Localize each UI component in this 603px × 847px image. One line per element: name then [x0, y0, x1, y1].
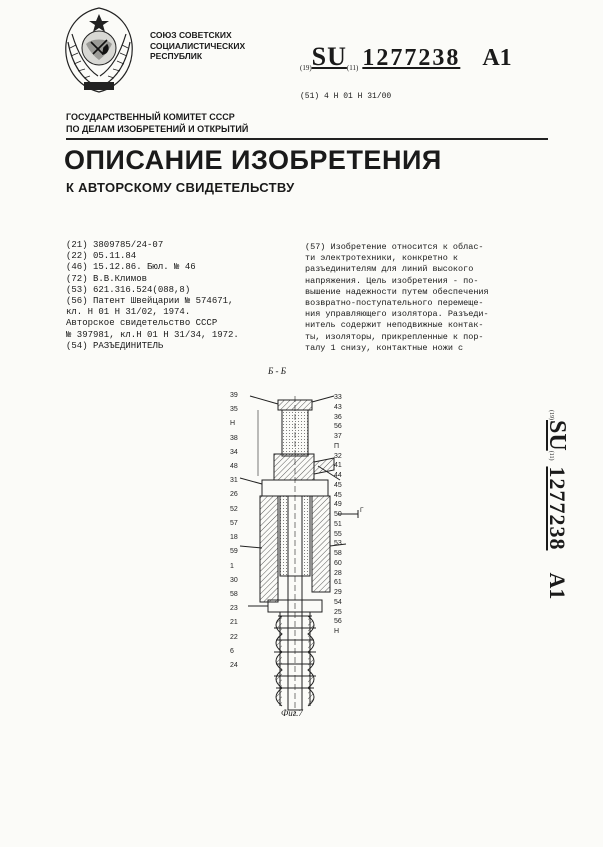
- number-code: (11): [346, 64, 359, 72]
- drawing-callout-label: 36: [334, 413, 342, 421]
- ipc-classification: (51) 4 Н 01 Н 31/00: [300, 92, 392, 101]
- biblio-line: № 397981, кл.Н 01 Н 31/34, 1972.: [66, 329, 239, 340]
- drawing-callout-label: 29: [334, 589, 342, 596]
- side-country-code: (19): [548, 410, 554, 420]
- drawing-callout-label: 22: [230, 633, 238, 641]
- drawing-callout-label: Н: [334, 628, 340, 635]
- drawing-callout-label: 30: [230, 576, 238, 584]
- drawing-callout-label: 26: [230, 491, 238, 499]
- side-kind-code: A1: [545, 572, 570, 600]
- drawing-callout-label: 51: [334, 520, 342, 528]
- drawing-callout-label: 21: [230, 619, 238, 627]
- abstract-line: ты, изоляторы, прикрепленные к пор-: [305, 331, 484, 342]
- drawing-callout-label: 25: [334, 608, 342, 616]
- drawing-callout-label: 39: [230, 392, 238, 399]
- drawing-callout-label: 52: [230, 505, 238, 513]
- ussr-emblem-icon: [58, 4, 140, 96]
- header-divider: [66, 138, 548, 140]
- committee-name: [66, 112, 248, 135]
- figure-caption: Фиг.7: [281, 708, 303, 718]
- biblio-line: (46) 15.12.86. Бюл. № 46: [66, 262, 196, 273]
- abstract-line: вышение надежности путем обеспечения: [305, 286, 489, 297]
- kind-code: A1: [482, 45, 512, 71]
- abstract-line: разъединителям для линий высокого: [305, 264, 474, 275]
- committee-line: ПО ДЕЛАМ ИЗОБРЕТЕНИЙ И ОТКРЫТИЙ: [66, 123, 249, 134]
- drawing-callout-label: 18: [230, 534, 238, 542]
- abstract-line: нитель содержит неподвижные контак-: [305, 320, 484, 331]
- abstract-line: возвратно-поступательного перемеще-: [305, 298, 484, 309]
- biblio-line: кл. Н 01 Н 31/02, 1974.: [66, 307, 191, 318]
- drawing-callout-label: 35: [230, 406, 238, 414]
- drawing-callout-label: 58: [230, 590, 238, 598]
- arrow-label: Г: [360, 507, 364, 514]
- drawing-callout-label: 6: [230, 647, 234, 655]
- drawing-callout-label: 55: [334, 530, 342, 538]
- bibliographic-data: [66, 240, 239, 352]
- abstract-line: (57) Изобретение относится к облас-: [305, 242, 484, 252]
- side-patent-number: 1277238: [545, 466, 570, 551]
- drawing-callout-label: 43: [334, 403, 342, 411]
- drawing-callout-label: Н: [230, 420, 236, 428]
- union-line: РЕСПУБЛИК: [150, 51, 203, 61]
- union-line: СОЮЗ СОВЕТСКИХ: [150, 30, 232, 40]
- biblio-line: Авторское свидетельство СССР: [66, 318, 218, 329]
- drawing-callout-label: 53: [334, 540, 342, 548]
- abstract-text: [305, 242, 550, 354]
- drawing-callout-label: 48: [230, 463, 238, 471]
- biblio-line: (54) РАЗЪЕДИНИТЕЛЬ: [66, 340, 164, 351]
- drawing-callout-label: 57: [230, 519, 238, 527]
- page-subtitle: К АВТОРСКОМУ СВИДЕТЕЛЬСТВУ: [66, 180, 295, 195]
- drawing-callout-label: 41: [334, 462, 342, 470]
- biblio-line: (53) 621.316.524(088,8): [66, 284, 191, 295]
- drawing-callout-label: 45: [334, 491, 342, 499]
- drawing-callout-label: П: [334, 442, 340, 450]
- country-code: (19): [300, 64, 312, 72]
- drawing-callout-label: 24: [230, 662, 238, 669]
- biblio-line: (22) 05.11.84: [66, 251, 137, 262]
- committee-line: ГОСУДАРСТВЕННЫЙ КОМИТЕТ СССР: [66, 112, 235, 122]
- drawing-callout-label: 56: [334, 423, 342, 431]
- side-number-code: (11): [548, 450, 554, 461]
- page-title: ОПИСАНИЕ ИЗОБРЕТЕНИЯ: [64, 145, 442, 175]
- drawing-callout-label: 56: [334, 618, 342, 626]
- biblio-line: (21) 3809785/24-07: [66, 240, 164, 250]
- document-number: [300, 42, 512, 72]
- abstract-line: талу 1 снизу, контактные ножи с: [305, 342, 464, 353]
- union-line: СОЦИАЛИСТИЧЕСКИХ: [150, 40, 246, 51]
- country: SU: [311, 42, 347, 71]
- drawing-callout-label: 50: [334, 511, 342, 518]
- drawing-callout-label: 23: [230, 605, 238, 613]
- drawing-callout-label: 45: [334, 481, 342, 489]
- drawing-callout-label: 34: [230, 448, 238, 456]
- side-document-number: [528, 400, 574, 700]
- abstract-line: напряжения. Цель изобретения - по-: [305, 275, 479, 286]
- drawing-callout-label: 31: [230, 477, 238, 485]
- drawing-callout-label: 58: [334, 550, 342, 557]
- drawing-callout-label: 59: [230, 548, 238, 556]
- technical-drawing: [222, 366, 372, 726]
- abstract-line: ния управляющего изолятора. Разъеди-: [305, 309, 489, 320]
- drawing-callout-label: 60: [334, 559, 342, 567]
- drawing-callout-label: 37: [334, 433, 342, 440]
- side-country: SU: [544, 420, 570, 451]
- drawing-callout-label: 61: [334, 579, 342, 587]
- union-name: [150, 30, 245, 62]
- biblio-line: (56) Патент Швейцарии № 574671,: [66, 296, 234, 307]
- biblio-line: (72) В.В.Климов: [66, 273, 148, 284]
- drawing-callout-label: 28: [334, 569, 342, 577]
- drawing-callout-label: 54: [334, 598, 342, 606]
- drawing-callout-label: 33: [334, 394, 342, 401]
- patent-number: 1277238: [362, 45, 461, 71]
- drawing-callout-label: 1: [230, 562, 234, 570]
- drawing-callout-label: 32: [334, 452, 342, 460]
- section-label: Б - Б: [268, 366, 287, 376]
- drawing-callout-label: 49: [334, 501, 342, 509]
- drawing-callout-label: 44: [334, 472, 342, 479]
- drawing-callout-label: 38: [230, 434, 238, 442]
- abstract-line: ти электротехники, конкретно к: [305, 253, 459, 264]
